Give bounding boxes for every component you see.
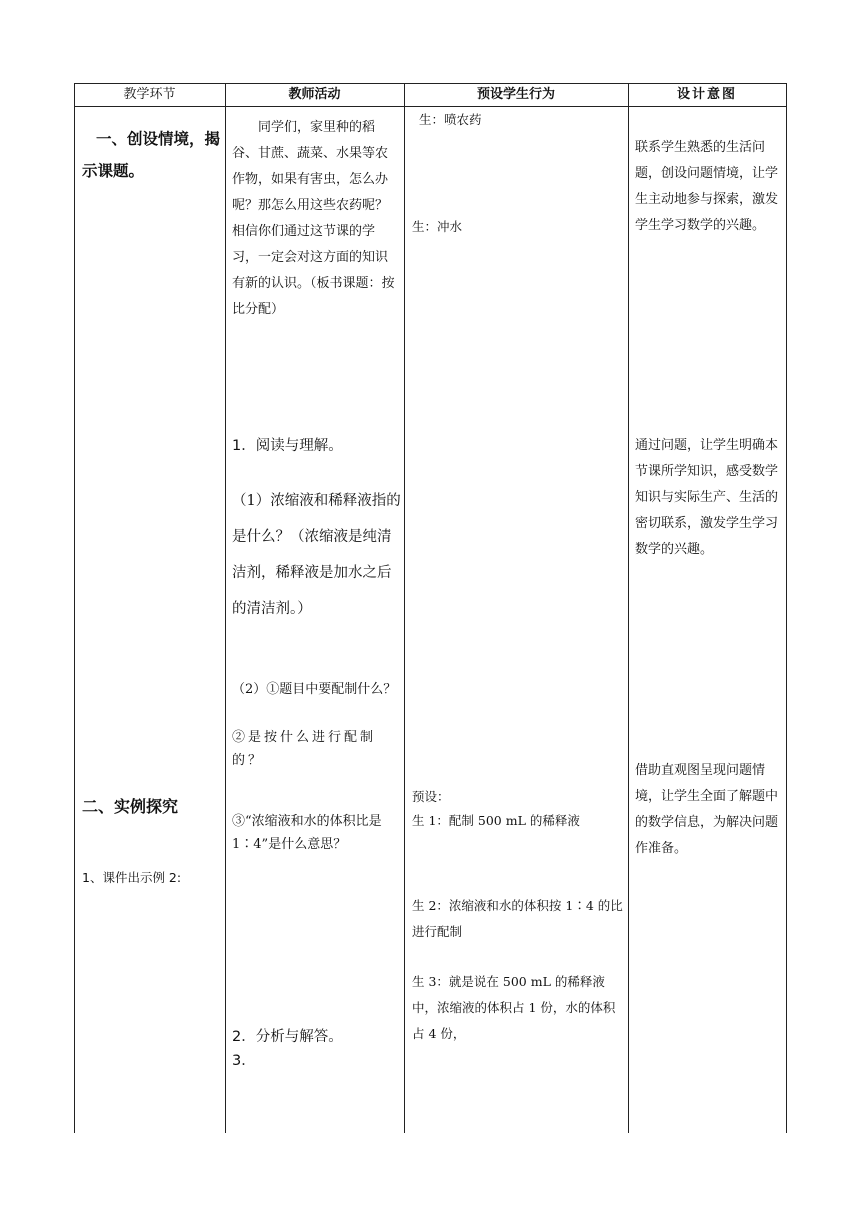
student-response-s1: 生 1：配制 500 mL 的稀释液 [412,813,580,828]
teacher-question2b: ②是按什么进行配制的？ [232,730,377,768]
teacher-question1: （1）浓缩液和稀释液指的是什么？（浓缩液是纯清洁剂，稀释液是加水之后的清洁剂。） [232,493,401,617]
header-col-student: 预设学生行为 [476,87,555,102]
intent-section2-b: 借助直观图呈现问题情境，让学生全面了解题中的数学信息，为解决问题作准备。 [635,763,779,856]
section1-title: 一、创设情境，揭示课题。 [82,129,221,180]
col-border-4 [786,83,787,1133]
section2-title: 二、实例探究 [82,797,179,816]
student-preset-label: 预设： [412,789,450,804]
header-col-stage: 教学环节 [123,87,176,102]
teacher-step2: 2．分析与解答。 [232,1029,343,1045]
section2-subtitle: 1、课件出示例 2: [82,870,182,885]
student-response-2: 生：冲水 [412,219,463,234]
teacher-step3: 3． [232,1053,256,1069]
header-col-teacher: 教师活动 [288,87,341,102]
teacher-intro: 同学们，家里种的稻谷、甘蔗、蔬菜、水果等农作物，如果有害虫，怎么办呢？那怎么用这些农药呢？相信你们通过这节课的学习，一定会对这方面的知识有新的认识。（板书课题：按比分配） [232,120,395,317]
student-response-1: 生：喷农药 [419,112,482,127]
col-border-3 [628,83,629,1133]
student-response-s2: 生 2：浓缩液和水的体积按 1∶4 的比进行配制 [412,898,623,939]
col-border-1 [225,83,226,1133]
intent-section2-a: 通过问题，让学生明确本节课所学知识，感受数学知识与实际生产、生活的密切联系，激发学生学习数学的兴趣。 [635,438,779,557]
intent-section1: 联系学生熟悉的生活问题，创设问题情境，让学生主动地参与探索，激发学生学习数学的兴趣。 [635,140,779,233]
header-col-intent: 设计意图 [676,87,737,102]
teacher-question2c: ③“浓缩液和水的体积比是 1∶4”是什么意思？ [232,814,382,852]
col-border-0 [74,83,75,1133]
teacher-step1: 1．阅读与理解。 [232,438,343,454]
lesson-plan-table [74,83,787,1133]
teacher-question2: （2）①题目中要配制什么？ [232,682,397,697]
student-response-s3: 生 3：就是说在 500 mL 的稀释液中，浓缩液的体积占 1 份，水的体积占 4 份， [412,974,616,1041]
header-bottom-border [74,106,787,107]
col-border-2 [404,83,405,1133]
